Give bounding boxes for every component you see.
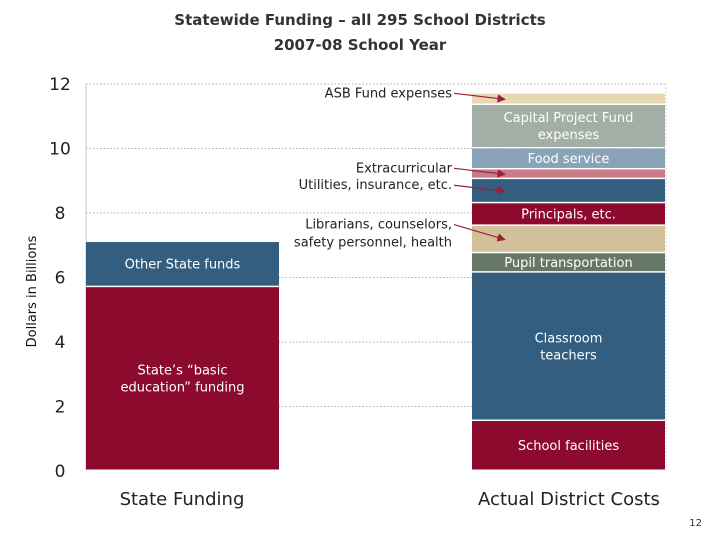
annotation-label-7-1: Extracurricular: [355, 161, 452, 177]
annotation-label-6-1: Utilities, insurance, etc.: [298, 178, 452, 194]
segment-label-2-5-1: Principals, etc.: [521, 207, 616, 223]
segment-label-1-1-2: education” funding: [120, 380, 245, 396]
segment-label-2-8-1: Food service: [527, 151, 610, 167]
annotation-label-4-2: safety personnel, health: [293, 235, 452, 251]
category-label-1: State Funding: [119, 489, 245, 510]
segment-label-2-2-2: teachers: [540, 348, 597, 364]
segment-label-2-9-2: expenses: [537, 128, 600, 144]
segment-label-1-1-1: State’s “basic: [137, 363, 228, 379]
annotation-label-4-1: Librarians, counselors,: [305, 217, 452, 233]
y-tick-label-0: 0: [54, 462, 66, 482]
segment-label-2-3-1: Pupil transportation: [504, 255, 633, 271]
y-tick-label-8: 8: [54, 204, 66, 224]
y-tick-label-12: 12: [49, 75, 71, 95]
chart-title-line-2: 2007-08 School Year: [273, 36, 447, 54]
segment-label-2-9-1: Capital Project Fund: [503, 111, 634, 127]
segment-label-2-1-1: School facilities: [517, 439, 620, 455]
annotation-label-10-1: ASB Fund expenses: [324, 86, 452, 102]
y-tick-label-6: 6: [54, 268, 66, 289]
y-tick-label-4: 4: [54, 333, 66, 353]
segment-label-1-2-1: Other State funds: [124, 257, 241, 273]
segment-label-2-2-1: Classroom: [534, 331, 603, 347]
page-number: 12: [689, 518, 702, 529]
y-tick-label-2: 2: [54, 397, 66, 418]
y-axis-label: Dollars in Billions: [25, 235, 40, 348]
y-tick-label-10: 10: [49, 139, 71, 160]
category-label-2: Actual District Costs: [478, 489, 660, 510]
chart-title-line-1: Statewide Funding – all 295 School Districts: [174, 11, 546, 29]
